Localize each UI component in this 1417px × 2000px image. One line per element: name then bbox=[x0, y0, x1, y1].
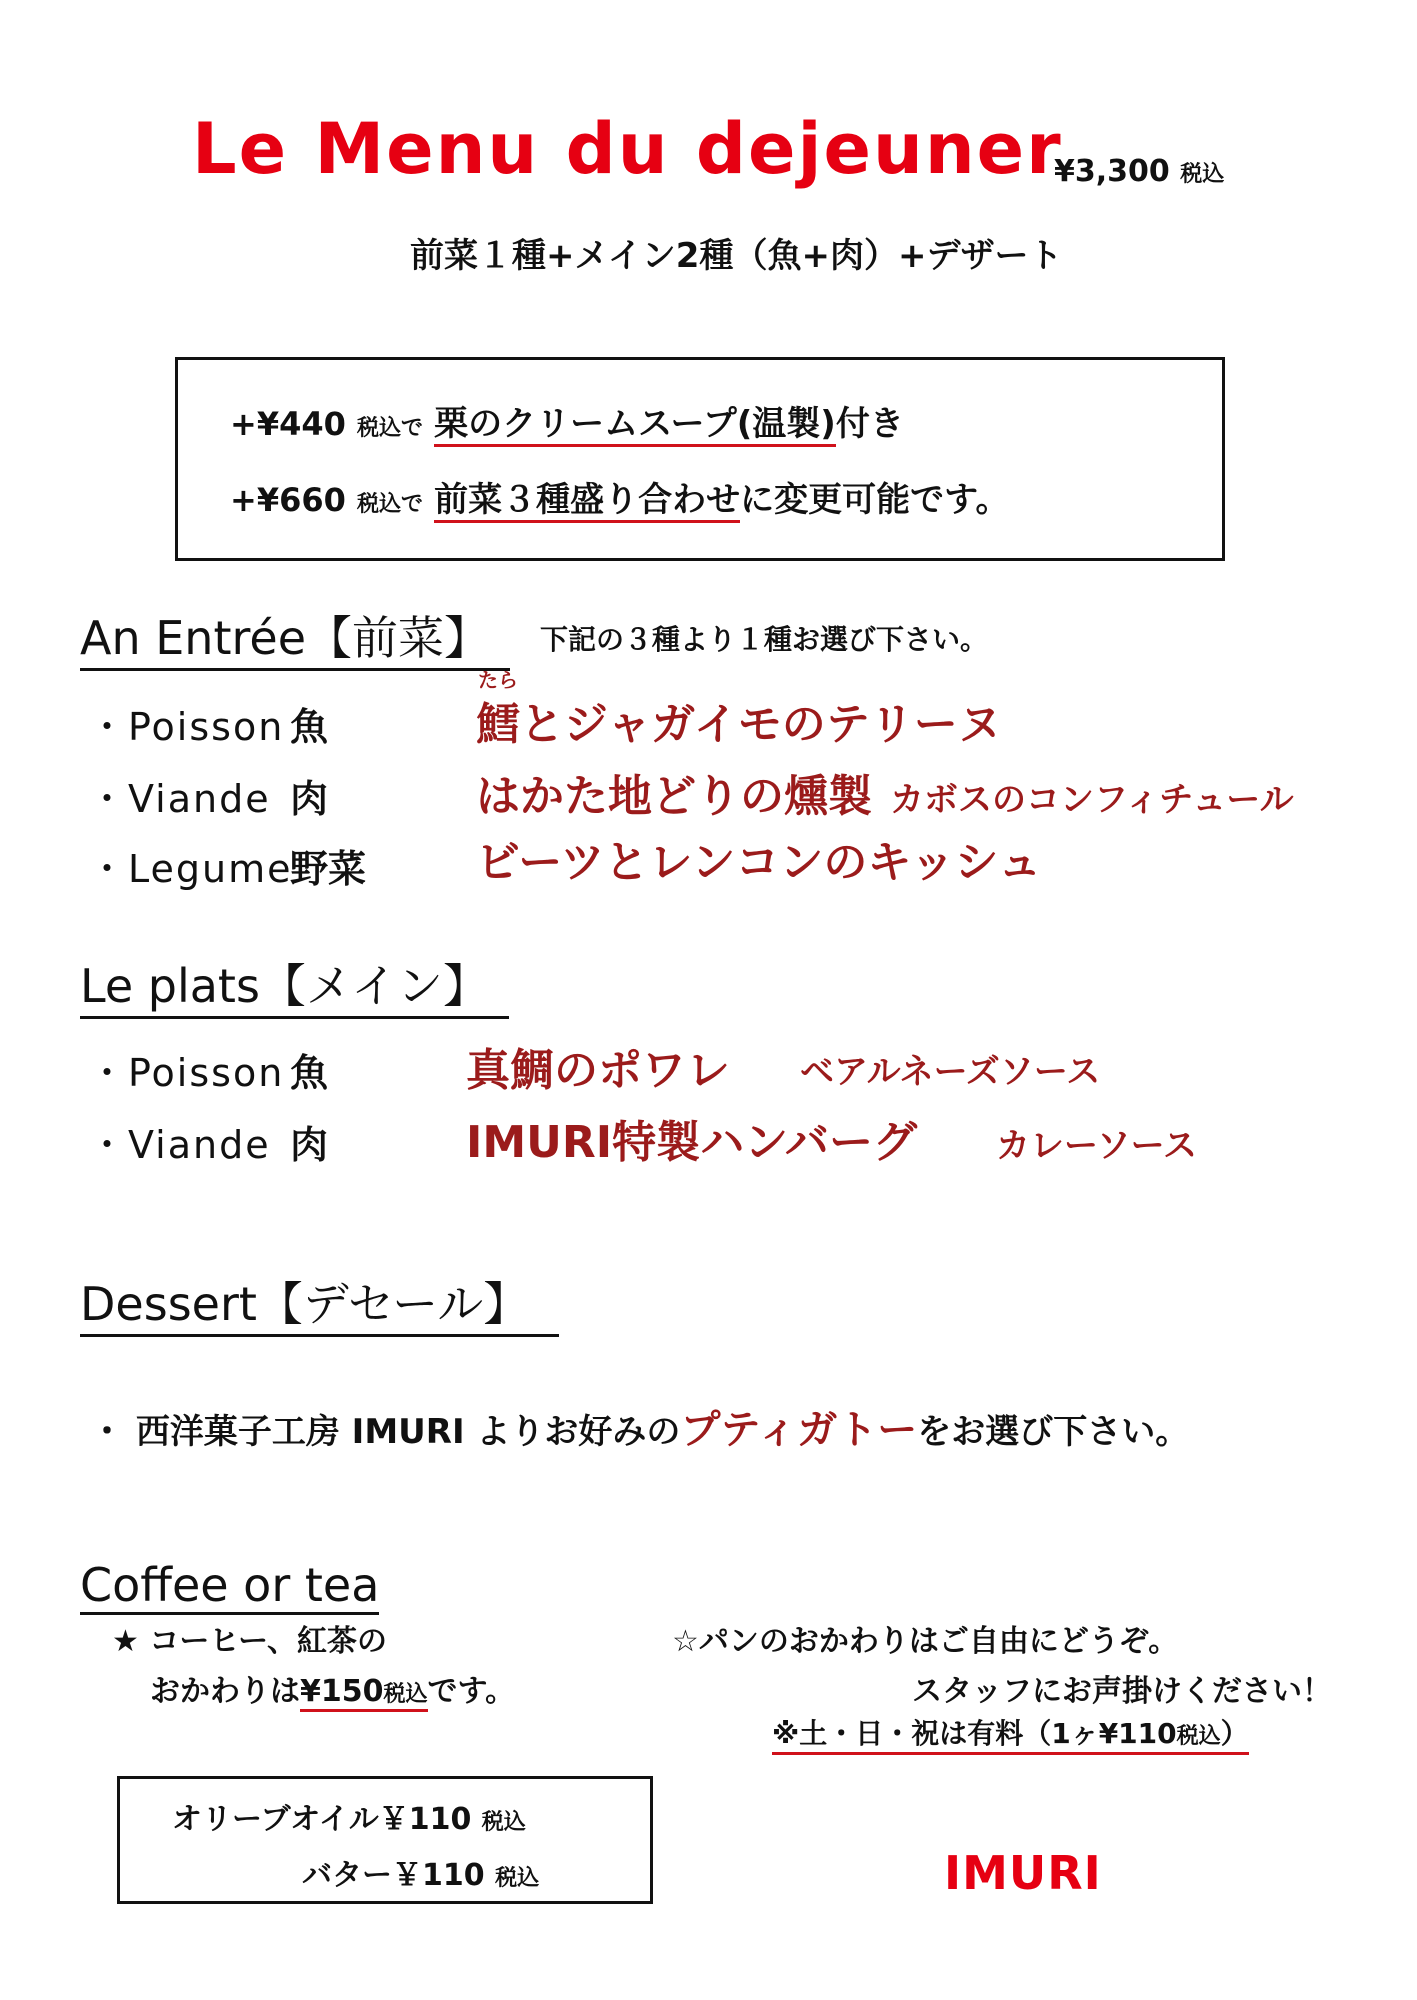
coffee-line2-prefix: おかわりは bbox=[150, 1674, 300, 1709]
entree-jp-legume: 野菜 bbox=[290, 847, 367, 891]
butter-text: バター￥110 bbox=[302, 1858, 485, 1893]
coffee-line2 bbox=[150, 1666, 515, 1710]
trio-text: 前菜３種盛り合わせ bbox=[434, 480, 740, 523]
trio-option bbox=[230, 472, 1009, 521]
plats-jp-viande: 肉 bbox=[290, 1123, 329, 1167]
ruby-tara: たら bbox=[478, 668, 518, 692]
bread-line3-tax: 税込 bbox=[1176, 1724, 1221, 1749]
entree-note: 下記の３種より１種お選び下さい。 bbox=[540, 623, 989, 656]
plats-heading: Le plats【メイン】 bbox=[80, 950, 509, 1019]
plats-label-viande: ・Viande bbox=[88, 1123, 271, 1167]
dessert-highlight: プティガトー bbox=[680, 1407, 918, 1453]
soup-suffix: 付き bbox=[835, 404, 904, 444]
entree-label-poisson: ・Poisson bbox=[88, 705, 285, 749]
soup-price: +¥440 bbox=[230, 405, 346, 443]
coffee-heading: Coffee or tea bbox=[80, 1558, 379, 1615]
options-box bbox=[175, 357, 1225, 561]
bread-line3-prefix: ※土・日・祝は有料（1ヶ¥110 bbox=[772, 1717, 1177, 1750]
plats-jp-poisson: 魚 bbox=[290, 1051, 329, 1095]
menu-title: Le Menu du dejeuner bbox=[192, 108, 1063, 190]
coffee-price bbox=[300, 1674, 428, 1712]
soup-tax: 税込で bbox=[357, 416, 424, 441]
entree-dish-viande: はかた地どりの燻製 bbox=[476, 771, 872, 822]
bread-line3 bbox=[772, 1712, 1249, 1755]
dessert-prefix: ・ 西洋菓子工房 IMURI よりお好みの bbox=[90, 1412, 681, 1452]
bread-line2: スタッフにお声掛けください！ bbox=[912, 1674, 1332, 1709]
soup-text: 栗のクリームスープ(温製) bbox=[434, 404, 836, 447]
coffee-line1: ★ コーヒー、紅茶の bbox=[112, 1624, 387, 1659]
coffee-price-tax: 税込 bbox=[383, 1682, 428, 1707]
coffee-line2-suffix: です。 bbox=[427, 1674, 516, 1709]
entree-jp-poisson: 魚 bbox=[290, 705, 329, 749]
entree-label-viande: ・Viande bbox=[88, 777, 271, 821]
price-value: ¥3,300 bbox=[1054, 154, 1170, 189]
butter-tax: 税込 bbox=[495, 1866, 540, 1891]
entree-dish-legume: ビーツとレンコンのキッシュ bbox=[476, 837, 1042, 888]
dessert-suffix: をお選び下さい。 bbox=[917, 1412, 1190, 1452]
coffee-price-value: ¥150 bbox=[300, 1674, 384, 1709]
olive-oil-tax: 税込 bbox=[481, 1810, 526, 1835]
soup-option bbox=[230, 396, 904, 445]
plats-dish-viande: IMURI特製ハンバーグ bbox=[466, 1117, 918, 1168]
trio-price: +¥660 bbox=[230, 481, 346, 519]
entree-jp-viande: 肉 bbox=[290, 777, 329, 821]
dessert-heading: Dessert【デセール】 bbox=[80, 1268, 559, 1337]
entree-dish-poisson: 鱈とジャガイモのテリーヌ bbox=[476, 699, 1002, 750]
plats-label-poisson: ・Poisson bbox=[88, 1051, 285, 1095]
bread-line3-suffix: ） bbox=[1220, 1717, 1249, 1750]
olive-oil-text: オリーブオイル￥110 bbox=[172, 1802, 472, 1837]
bread-line1: ☆パンのおかわりはご自由にどうぞ。 bbox=[672, 1624, 1179, 1659]
plats-sub-viande: カレーソース bbox=[996, 1126, 1197, 1166]
menu-price bbox=[1054, 154, 1224, 189]
brand-logo: IMURI bbox=[944, 1846, 1102, 1900]
entree-heading: An Entrée【前菜】 bbox=[80, 602, 510, 671]
trio-suffix: に変更可能です。 bbox=[740, 480, 1010, 520]
dessert-text bbox=[90, 1398, 1189, 1455]
entree-label-legume: ・Legume bbox=[88, 847, 293, 891]
price-tax: 税込 bbox=[1180, 162, 1225, 187]
plats-sub-poisson: ベアルネーズソース bbox=[800, 1052, 1101, 1092]
plats-dish-poisson: 真鯛のポワレ bbox=[466, 1045, 730, 1096]
butter-line bbox=[302, 1850, 539, 1894]
entree-sub-viande: カボスのコンフィチュール bbox=[890, 780, 1294, 820]
course-description: 前菜１種+メイン2種（魚+肉）+デザート bbox=[410, 236, 1063, 276]
olive-oil-line bbox=[172, 1794, 526, 1838]
trio-tax: 税込で bbox=[357, 492, 424, 517]
